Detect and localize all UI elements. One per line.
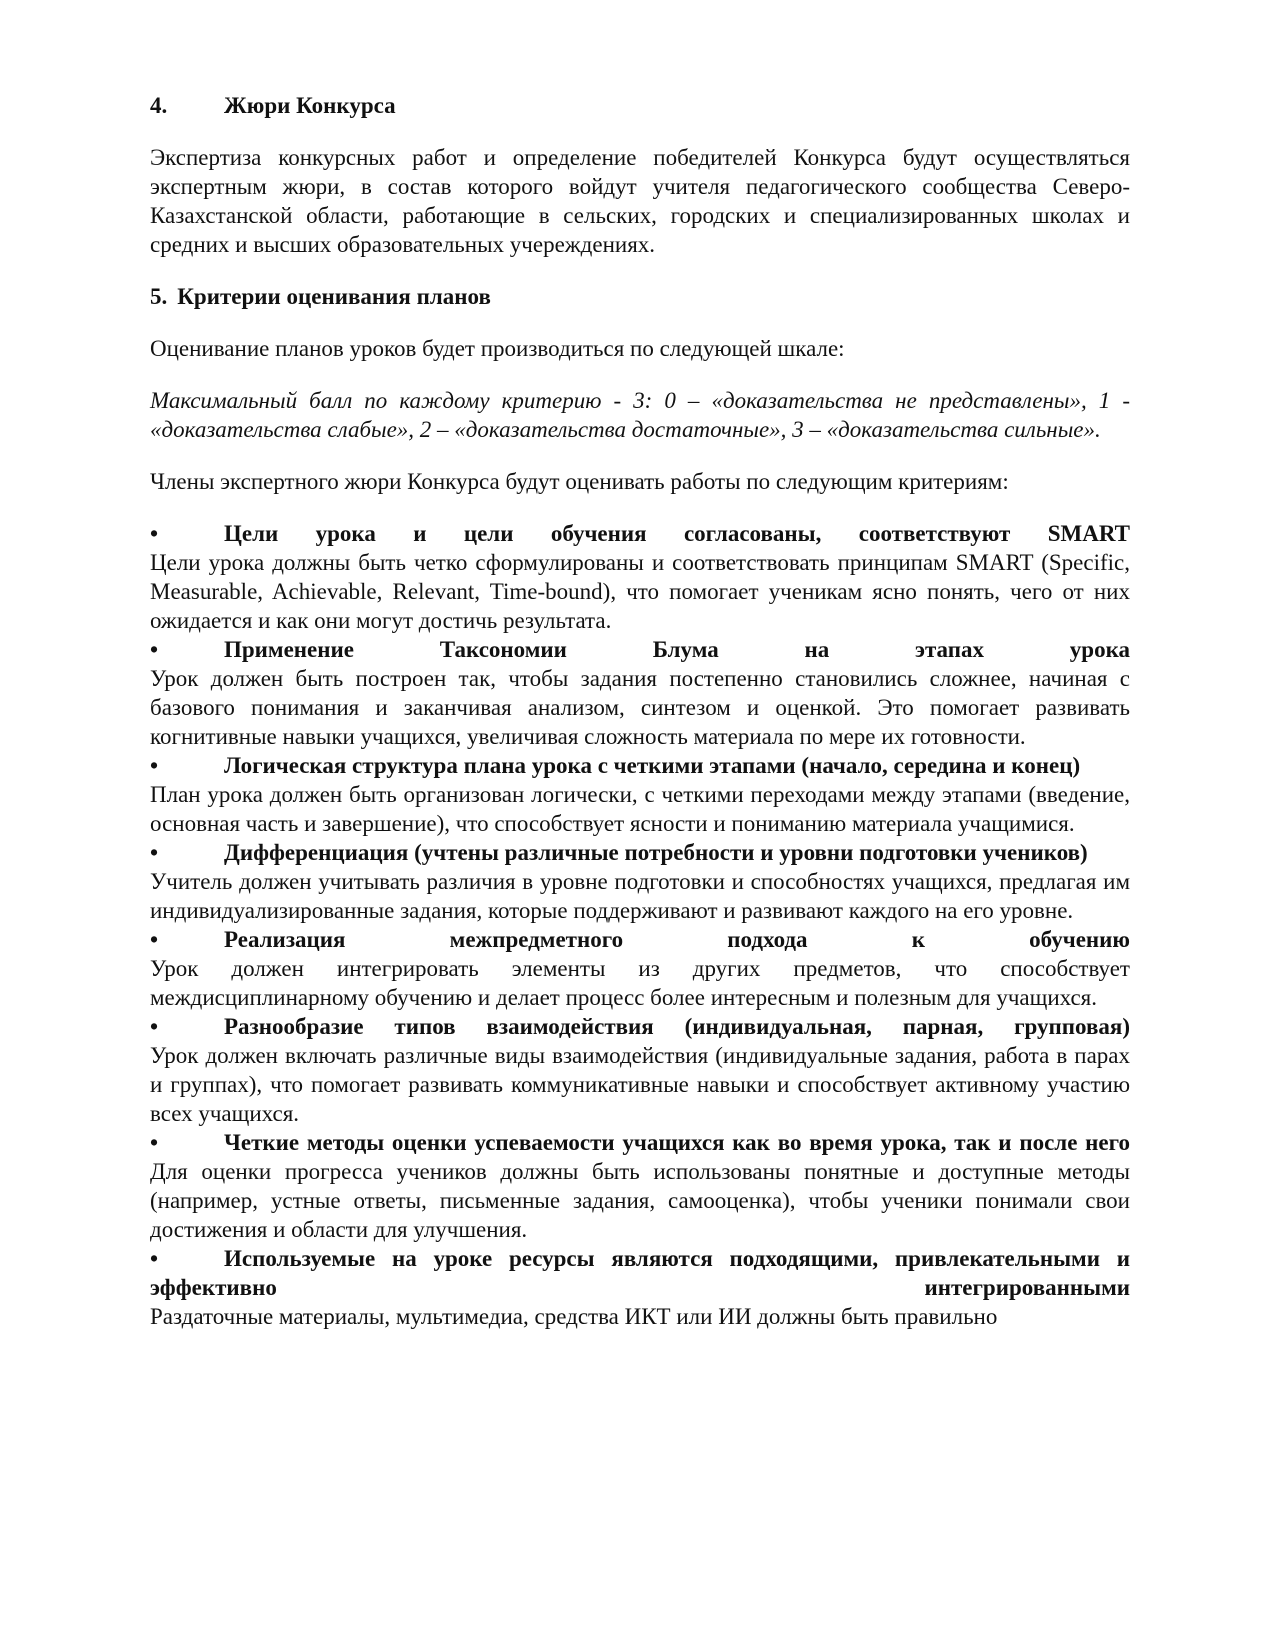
document-page bbox=[150, 91, 1130, 1331]
criterion-item bbox=[150, 925, 1130, 1012]
criterion-description: План урока должен быть организован логически, с четкими переходами между этапами (введение, основная часть и завершение), что способствует ясности и пониманию материала учащимися. bbox=[150, 782, 1130, 836]
section-4-title: Жюри Конкурса bbox=[224, 93, 396, 118]
criterion-title-text: Четкие методы оценки успеваемости учащихся как во время урока, так и после него bbox=[224, 1130, 1130, 1155]
section-4-text: Экспертиза конкурсных работ и определение победителей Конкурса будут осуществляться экспертным жюри, в состав которого войдут учителя педагогического сообщества Северо-Казахстанской области, работающие в сельских, городских и специализированных школах и средних и высших образовательных учереждениях. bbox=[150, 145, 1130, 257]
criterion-item bbox=[150, 751, 1130, 838]
criterion-description: Раздаточные материалы, мультимедиа, средства ИКТ или ИИ должны быть правильно bbox=[150, 1304, 998, 1329]
criterion-title-text: Логическая структура плана урока с четкими этапами (начало, середина и конец) bbox=[224, 753, 1081, 778]
criterion-description: Урок должен включать различные виды взаимодействия (индивидуальные задания, работа в парах и группах), что помогает развивать коммуникативные навыки и способствует активному участию всех учащихся. bbox=[150, 1043, 1130, 1126]
criterion-title-text: Реализация межпредметного подхода к обучению bbox=[224, 927, 1130, 952]
criterion-description: Урок должен интегрировать элементы из других предметов, что способствует междисциплинарному обучению и делает процесс более интересным и полезным для учащихся. bbox=[150, 956, 1130, 1010]
section-5-intro: Оценивание планов уроков будет производиться по следующей шкале: bbox=[150, 336, 845, 361]
criterion-title-text: Разнообразие типов взаимодействия (индивидуальная, парная, групповая) bbox=[224, 1014, 1130, 1039]
bullet-icon: • bbox=[150, 753, 159, 778]
criterion-title bbox=[150, 519, 1130, 548]
bullet-icon: • bbox=[150, 1130, 159, 1155]
criterion-item bbox=[150, 519, 1130, 635]
criterion-title-text: Дифференциация (учтены различные потребности и уровни подготовки учеников) bbox=[224, 840, 1088, 865]
section-4-number: 4. bbox=[150, 93, 168, 118]
criterion-title-text: Используемые на уроке ресурсы являются подходящими, привлекательными и эффективно интегрированными bbox=[150, 1246, 1130, 1300]
bullet-icon: • bbox=[150, 840, 159, 865]
criterion-title-text: Цели урока и цели обучения согласованы, соответствуют SMART bbox=[224, 521, 1130, 546]
section-5-heading bbox=[150, 282, 1130, 311]
criterion-title bbox=[150, 635, 1130, 664]
bullet-icon: • bbox=[150, 637, 159, 662]
criterion-item bbox=[150, 838, 1130, 925]
criterion-item bbox=[150, 635, 1130, 751]
bullet-icon: • bbox=[150, 1014, 159, 1039]
criterion-title bbox=[150, 1128, 1130, 1157]
section-5-scale: Максимальный балл по каждому критерию - 3: 0 – «доказательства не представлены», 1 - «доказательства слабые», 2 – «доказательства достаточные», 3 – «доказательства сильные». bbox=[150, 388, 1130, 442]
criterion-description: Учитель должен учитывать различия в уровне подготовки и способностях учащихся, предлагая им индивидуализированные задания, которые поддерживают и развивают каждого на его уровне. bbox=[150, 869, 1130, 923]
section-5-number: 5. bbox=[150, 284, 168, 309]
criterion-title bbox=[150, 925, 1130, 954]
criterion-description: Цели урока должны быть четко сформулированы и соответствовать принципам SMART (Specific, Measurable, Achievable, Relevant, Time-bound), что помогает ученикам ясно понять, чего от них ожидается и как они могут достичь результата. bbox=[150, 550, 1130, 633]
section-5-jury-text: Члены экспертного жюри Конкурса будут оценивать работы по следующим критериям: bbox=[150, 469, 1009, 494]
section-5-title: Критерии оценивания планов bbox=[177, 284, 491, 309]
bullet-icon: • bbox=[150, 1246, 159, 1271]
bullet-icon: • bbox=[150, 521, 159, 546]
criterion-title-text: Применение Таксономии Блума на этапах урока bbox=[224, 637, 1130, 662]
criterion-description: Урок должен быть построен так, чтобы задания постепенно становились сложнее, начиная с базового понимания и заканчивая анализом, синтезом и оценкой. Это помогает развивать когнитивные навыки учащихся, увеличивая сложность материала по мере их готовности. bbox=[150, 666, 1130, 749]
criterion-item bbox=[150, 1244, 1130, 1331]
criterion-title bbox=[150, 1012, 1130, 1041]
section-4-heading bbox=[150, 91, 1130, 120]
criterion-title bbox=[150, 838, 1130, 867]
criterion-item bbox=[150, 1012, 1130, 1128]
criterion-title bbox=[150, 751, 1130, 780]
bullet-icon: • bbox=[150, 927, 159, 952]
criterion-title bbox=[150, 1244, 1130, 1302]
criteria-list bbox=[150, 519, 1130, 1331]
criterion-item bbox=[150, 1128, 1130, 1244]
criterion-description: Для оценки прогресса учеников должны быть использованы понятные и доступные методы (например, устные ответы, письменные задания, самооценка), чтобы ученики понимали свои достижения и области для улучшения. bbox=[150, 1159, 1130, 1242]
